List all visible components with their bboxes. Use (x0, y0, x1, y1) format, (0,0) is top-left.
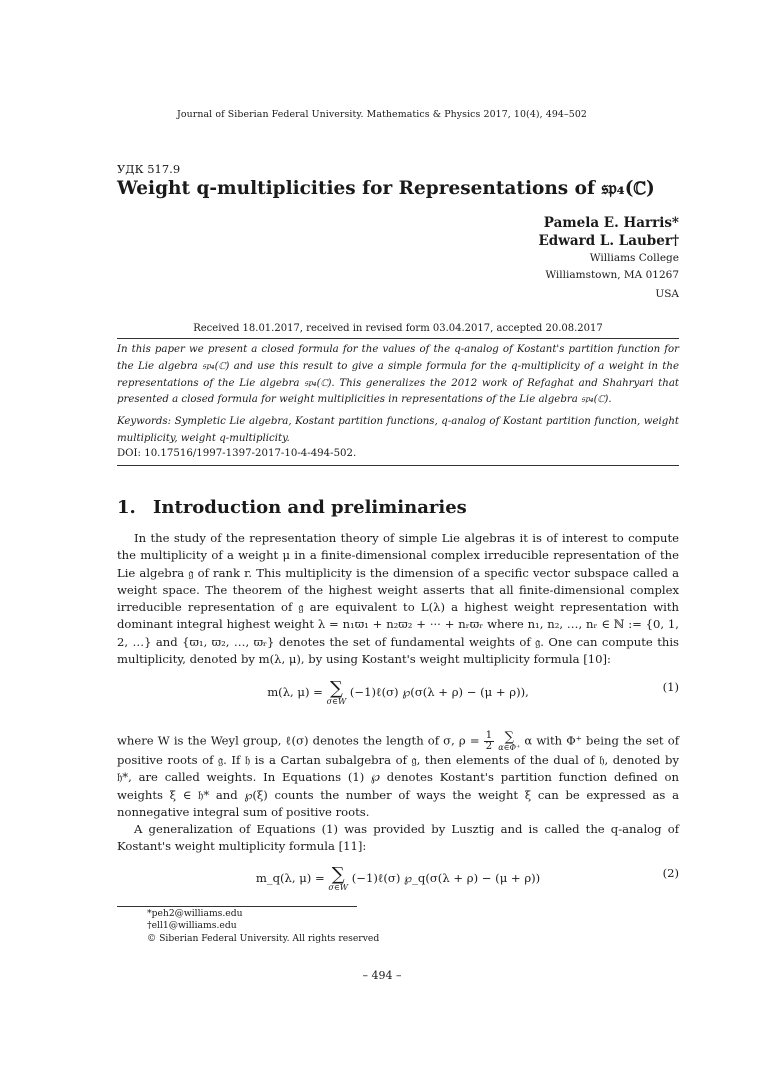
keywords-text: Sympletic Lie algebra, Kostant partition functions, q-analog of Kostant partition function, weight multiplicity, weight q-multiplicity. (117, 416, 679, 444)
equation-lhs: m(λ, μ) = (267, 685, 323, 699)
sum-subscript: σ∈W (326, 697, 347, 706)
divider (117, 465, 679, 466)
journal-header: Journal of Siberian Federal University. Mathematics & Physics 2017, 10(4), 494–502 (177, 109, 587, 120)
sum-symbol: ∑ α∈Φ⁺ (498, 730, 521, 752)
equation-lhs: m_q(λ, μ) = (255, 871, 325, 885)
author-name: Edward L. Lauber† (538, 233, 679, 249)
footnote-divider (117, 906, 357, 907)
sum-subscript: σ∈W (328, 883, 349, 892)
equation-2 (117, 866, 679, 894)
equation-1 (117, 680, 679, 708)
abstract: In this paper we present a closed formula for the values of the q-analog of Kostant's partition function for the Lie algebra 𝔰𝔭₄(ℂ) and use this result to give a simple formula for the q-multiplicity of a weight in the representations of the Lie algebra 𝔰𝔭₄(ℂ). This generalizes the 2012 work of Refaghat and Shahryari that presented a closed formula for weight multiplicities in representations of the Lie algebra 𝔰𝔭₄(ℂ). (117, 344, 679, 406)
footnote: © Siberian Federal University. All rights reserved (147, 932, 380, 944)
equation-rhs: (−1)ℓ(σ) ℘_q(σ(λ + ρ) − (μ + ρ)) (351, 871, 541, 885)
body-paragraph: In the study of the representation theory of simple Lie algebras it is of interest to compute the multiplicity of a weight μ in a finite-dimensional complex irreducible representation of the Lie algebra 𝔤 of rank r. This multiplicity is the dimension of a specific vector subspace called a weight space. The theorem of the highest weight asserts that all finite-dimensional complex irreducible representation of 𝔤 are equivalent to L(λ) a highest weight representation with dominant integral highest weight λ = n₁ϖ₁ + n₂ϖ₂ + ··· + nᵣϖᵣ where n₁, n₂, …, nᵣ ∈ ℕ := {0, 1, 2, …} and {ϖ₁, ϖ₂, …, ϖᵣ} denotes the set of fundamental weights of 𝔤. One can compute this multiplicity, denoted by m(λ, μ), by using Kostant's weight multiplicity formula [10]: (117, 531, 679, 667)
equation-expression (117, 866, 679, 892)
udk-code: УДК 517.9 (117, 162, 181, 176)
doi: DOI: 10.17516/1997-1397-2017-10-4-494-502. (117, 448, 357, 459)
footnote: †ell1@williams.edu (147, 920, 237, 932)
fraction-numerator: 1 (485, 730, 493, 741)
divider (117, 338, 679, 339)
page-number: – 494 – (362, 969, 402, 982)
equation-rhs: (−1)ℓ(σ) ℘(σ(λ + ρ) − (μ + ρ)), (349, 685, 529, 699)
sum-subscript: α∈Φ⁺ (498, 743, 521, 752)
received-dates: Received 18.01.2017, received in revised form 03.04.2017, accepted 20.08.2017 (193, 323, 603, 334)
section-title: Introduction and preliminaries (153, 497, 467, 518)
section-heading (117, 497, 467, 518)
keywords (117, 414, 679, 448)
affiliation-line: Williamstown, MA 01267 (545, 268, 679, 281)
affiliation-line: USA (655, 288, 679, 300)
paragraph-text: where W is the Weyl group, ℓ(σ) denotes the length of σ, ρ = (117, 733, 480, 748)
footnotes (147, 908, 379, 945)
paper-title: Weight q-multiplicities for Representations of 𝔰𝔭₄(ℂ) (117, 178, 655, 199)
body-paragraph: A generalization of Equations (1) was provided by Lusztig and is called the q-analog of Kostant's weight multiplicity formula [11]: (117, 822, 679, 854)
equation-label: (2) (662, 866, 679, 880)
keywords-label: Keywords: (117, 416, 172, 427)
section-number: 1. (117, 497, 136, 518)
paragraph-text: α with Φ⁺ being the set of positive roots of 𝔤. If 𝔥 is a Cartan subalgebra of 𝔤, then elements of the dual of 𝔥, denoted by 𝔥*, are called weights. In Equations (1) ℘ denotes Kostant's partition function defined on weights ξ ∈ 𝔥* and ℘(ξ) counts the number of ways the weight ξ can be expressed as a nonnegative integral sum of positive roots. (117, 733, 679, 819)
fraction (484, 731, 494, 752)
equation-expression (117, 680, 679, 706)
fraction-denominator: 2 (485, 741, 493, 752)
sum-symbol: ∑ σ∈W (328, 864, 349, 892)
author-name: Pamela E. Harris* (543, 215, 679, 231)
body-paragraph (117, 731, 679, 821)
sum-symbol: ∑ σ∈W (326, 678, 347, 706)
equation-label: (1) (662, 680, 679, 694)
affiliation-line: Williams College (589, 252, 679, 264)
footnote: *peh2@williams.edu (147, 908, 243, 919)
author-block (539, 214, 680, 303)
